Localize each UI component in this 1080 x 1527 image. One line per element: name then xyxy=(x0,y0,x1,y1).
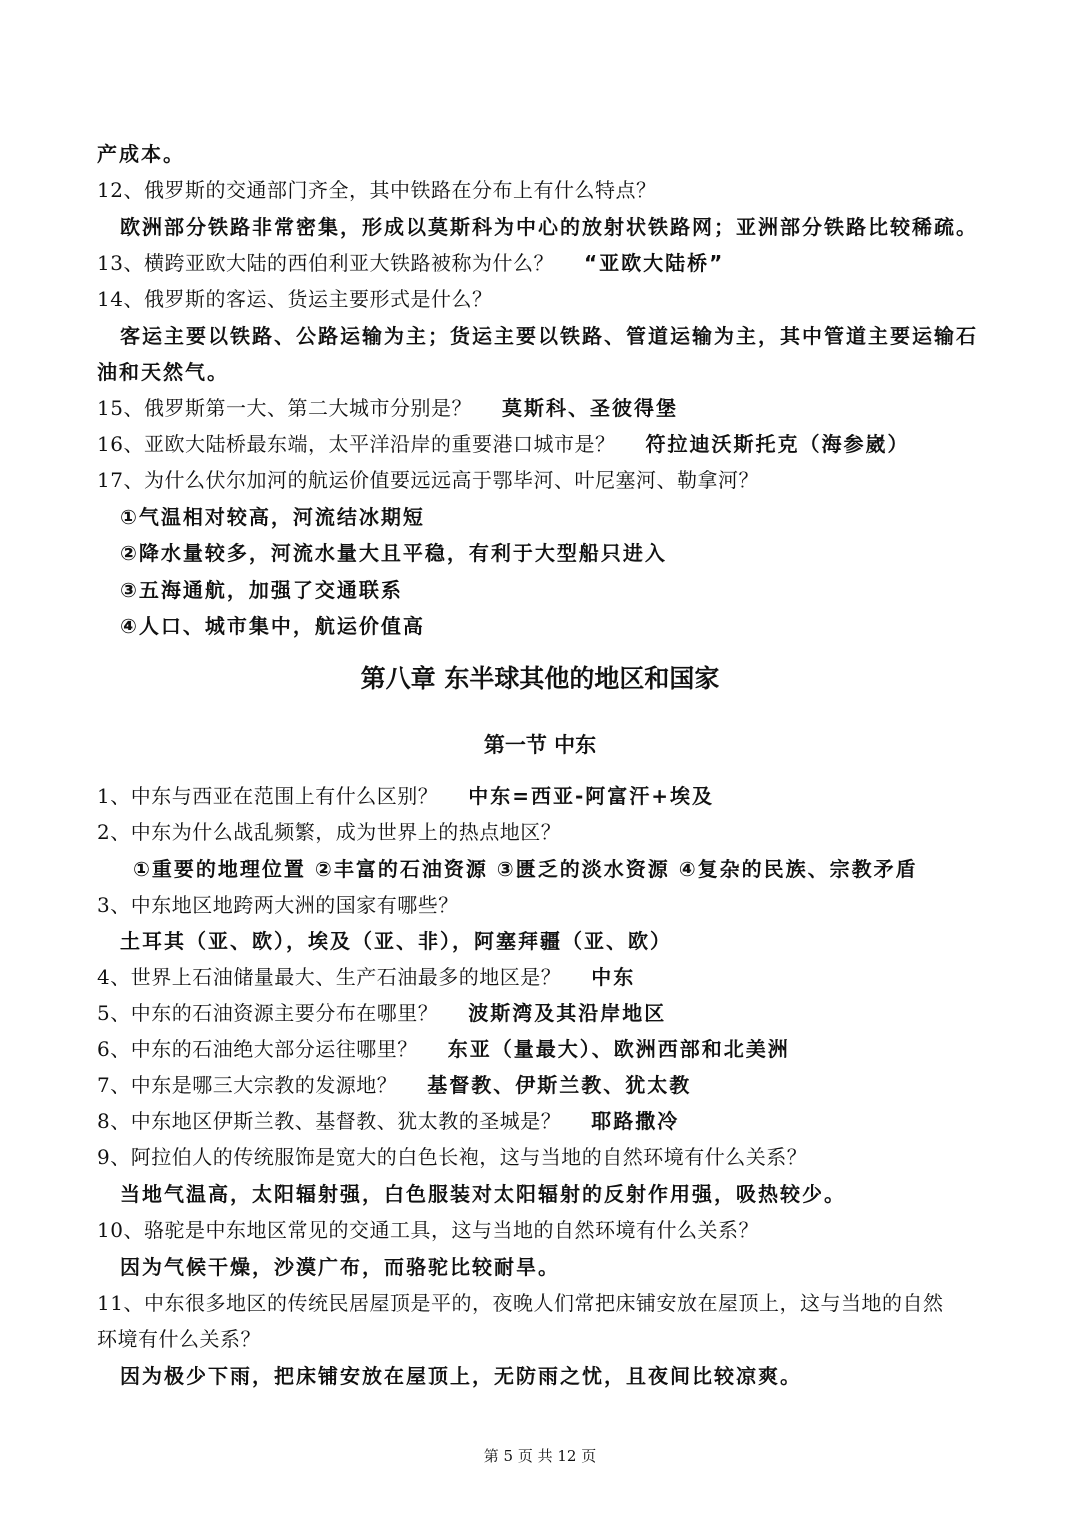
answer-14-line1: 客运主要以铁路、公路运输为主；货运主要以铁路、管道运输为主，其中管道主要运输石 xyxy=(120,324,978,348)
question-12: 12、俄罗斯的交通部门齐全，其中铁路在分布上有什么特点？ xyxy=(97,178,657,202)
carry-over-text: 产成本。 xyxy=(97,142,185,166)
answer-12: 欧洲部分铁路非常密集，形成以莫斯科为中心的放射状铁路网；亚洲部分铁路比较稀疏。 xyxy=(120,215,978,239)
mideast-answer-11: 因为极少下雨，把床铺安放在屋顶上，无防雨之忧，且夜间比较凉爽。 xyxy=(120,1364,802,1388)
mideast-answer-7: 基督教、伊斯兰教、犹太教 xyxy=(427,1073,692,1097)
mideast-question-4 xyxy=(97,962,635,992)
question-13 xyxy=(97,248,724,278)
question-13-text: 13、横跨亚欧大陆的西伯利亚大铁路被称为什么？ xyxy=(97,251,554,275)
mideast-question-7 xyxy=(97,1070,691,1100)
mideast-answer-10: 因为气候干燥，沙漠广布，而骆驼比较耐旱。 xyxy=(120,1255,560,1279)
mideast-question-7-text: 7、中东是哪三大宗教的发源地？ xyxy=(97,1073,398,1097)
mideast-question-4-text: 4、世界上石油储量最大、生产石油最多的地区是？ xyxy=(97,965,562,989)
question-16-text: 16、亚欧大陆桥最东端，太平洋沿岸的重要港口城市是？ xyxy=(97,432,616,456)
answer-14-line2: 油和天然气。 xyxy=(97,360,229,384)
question-17: 17、为什么伏尔加河的航运价值要远远高于鄂毕河、叶尼塞河、勒拿河？ xyxy=(97,468,759,492)
mideast-answer-9: 当地气温高，太阳辐射强，白色服装对太阳辐射的反射作用强，吸热较少。 xyxy=(120,1182,846,1206)
mideast-question-5-text: 5、中东的石油资源主要分布在哪里？ xyxy=(97,1001,439,1025)
mideast-question-8 xyxy=(97,1106,679,1136)
question-16 xyxy=(97,429,909,459)
question-15-text: 15、俄罗斯第一大、第二大城市分别是？ xyxy=(97,396,472,420)
question-14: 14、俄罗斯的客运、货运主要形式是什么？ xyxy=(97,287,493,311)
mideast-question-9: 9、阿拉伯人的传统服饰是宽大的白色长袍，这与当地的自然环境有什么关系？ xyxy=(97,1145,808,1169)
answer-16: 符拉迪沃斯托克（海参崴） xyxy=(645,432,910,456)
answer-17-item: ④人口、城市集中，航运价值高 xyxy=(120,614,425,638)
mideast-question-6 xyxy=(97,1034,790,1064)
mideast-answer-8: 耶路撒冷 xyxy=(591,1109,680,1133)
mideast-question-5 xyxy=(97,998,666,1028)
answer-17-item: ③五海通航，加强了交通联系 xyxy=(120,578,403,602)
mideast-question-1 xyxy=(97,781,714,811)
mideast-question-11-line1: 11、中东很多地区的传统民居屋顶是平的，夜晚人们常把床铺安放在屋顶上，这与当地的自然 xyxy=(97,1291,944,1315)
answer-13: “亚欧大陆桥” xyxy=(583,251,725,275)
question-15 xyxy=(97,393,678,423)
mideast-answer-3: 土耳其（亚、欧），埃及（亚、非），阿塞拜疆（亚、欧） xyxy=(120,929,672,953)
mideast-answer-4: 中东 xyxy=(591,965,636,989)
answer-17-item: ②降水量较多，河流水量大且平稳，有利于大型船只进入 xyxy=(120,541,667,565)
page-footer: 第 5 页 共 12 页 xyxy=(483,1447,597,1465)
mideast-answer-1: 中东=西亚-阿富汗+埃及 xyxy=(468,784,715,808)
chapter-title: 第八章 东半球其他的地区和国家 xyxy=(360,664,720,693)
mideast-question-3: 3、中东地区地跨两大洲的国家有哪些？ xyxy=(97,893,459,917)
mideast-answer-6: 东亚（量最大）、欧洲西部和北美洲 xyxy=(447,1037,790,1061)
mideast-question-11-line2: 环境有什么关系？ xyxy=(97,1327,261,1351)
mideast-question-10: 10、骆驼是中东地区常见的交通工具，这与当地的自然环境有什么关系？ xyxy=(97,1218,759,1242)
mideast-question-8-text: 8、中东地区伊斯兰教、基督教、犹太教的圣城是？ xyxy=(97,1109,562,1133)
mideast-answer-5: 波斯湾及其沿岸地区 xyxy=(468,1001,667,1025)
mideast-question-6-text: 6、中东的石油绝大部分运往哪里？ xyxy=(97,1037,418,1061)
mideast-question-1-text: 1、中东与西亚在范围上有什么区别？ xyxy=(97,784,439,808)
section-title: 第一节 中东 xyxy=(483,733,597,757)
answer-17-item: ①气温相对较高，河流结冰期短 xyxy=(120,505,425,529)
mideast-answer-2: ①重要的地理位置 ②丰富的石油资源 ③匮乏的淡水资源 ④复杂的民族、宗教矛盾 xyxy=(133,857,918,881)
answer-15: 莫斯科、圣彼得堡 xyxy=(501,396,678,420)
mideast-question-2: 2、中东为什么战乱频繁，成为世界上的热点地区？ xyxy=(97,820,562,844)
